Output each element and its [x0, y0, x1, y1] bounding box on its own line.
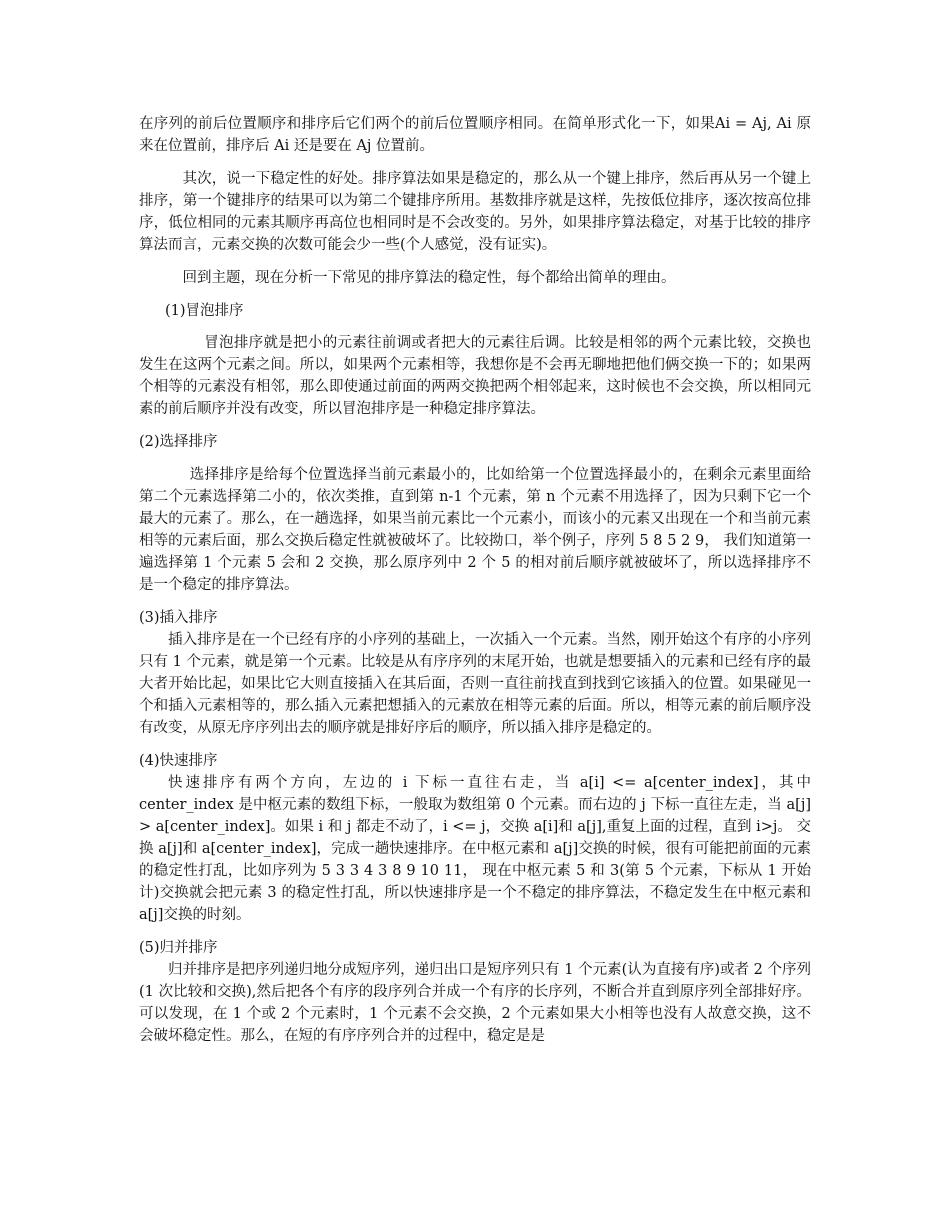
section-heading-quick-sort: (4)快速排序 [139, 753, 218, 769]
section-body-merge-sort: 归并排序是把序列递归地分成短序列，递归出口是短序列只有 1 个元素(认为直接有序)或者 2 个序列(1 次比较和交换),然后把各个有序的段序列合并成一个有序的长序列，不断合并直到原序列全部排好序。可以发现，在 1 个或 2 个元素时，1 个元素不会交换，2 个元素如果大小相等也没有人故意交换，这不会破坏稳定性。那么，在短的有序序列合并的过程中，稳定是是 [139, 962, 811, 1044]
document-page [139, 113, 811, 1047]
section-body-selection-sort: 选择排序是给每个位置选择当前元素最小的，比如给第一个位置选择最小的，在剩余元素里面给第二个元素选择第二小的，依次类推，直到第 n-1 个元素，第 n 个元素不用选择了，因为只剩下它一个最大的元素了。那么，在一趟选择，如果当前元素比一个元素小，而该小的元素又出现在一个和当前元素相等的元素后面，那么交换后稳定性就被破坏了。比较拗口，举个例子，序列 5 8 5 2 9， 我们知道第一遍选择第 1 个元素 5 会和 2 交换，那么原序列中 2 个 5 的相对前后顺序就被破坏了，所以选择排序不是一个稳定的排序算法。 [139, 467, 811, 593]
section-body-insertion-sort: 插入排序是在一个已经有序的小序列的基础上，一次插入一个元素。当然，刚开始这个有序的小序列只有 1 个元素，就是第一个元素。比较是从有序序列的末尾开始，也就是想要插入的元素和已经有序的最大者开始比起，如果比它大则直接插入在其后面，否则一直往前找直到找到它该插入的位置。如果碰见一个和插入元素相等的，那么插入元素把想插入的元素放在相等元素的后面。所以，相等元素的前后顺序没有改变，从原无序序列出去的顺序就是排好序后的顺序，所以插入排序是稳定的。 [139, 632, 811, 736]
section-heading-insertion-sort: (3)插入排序 [139, 610, 218, 626]
back-to-topic-paragraph: 回到主题，现在分析一下常见的排序算法的稳定性，每个都给出简单的理由。 [182, 270, 676, 286]
section-body-quick-sort: 快速排序有两个方向，左边的 i 下标一直往右走，当 a[i] <= a[center_index]，其中 center_index 是中枢元素的数组下标，一般取为数组第 0 个元素。而右边的 j 下标一直往左走，当 a[j] > a[center_index]。如果 i 和 j 都走不动了，i <= j，交换 a[i]和 a[j],重复上面的过程，直到 i>j。 交换 a[j]和 a[center_index]，完成一趟快速排序。在中枢元素和 a[j]交换的时候，很有可能把前面的元素的稳定性打乱，比如序列为 5 3 3 4 3 8 9 10 11， 现在中枢元素 5 和 3(第 5 个元素，下标从 1 开始计)交换就会把元素 3 的稳定性打乱，所以快速排序是一个不稳定的排序算法，不稳定发生在中枢元素和 a[j]交换的时刻。 [139, 775, 811, 923]
section-body-bubble-sort: 冒泡排序就是把小的元素往前调或者把大的元素往后调。比较是相邻的两个元素比较，交换也发生在这两个元素之间。所以，如果两个元素相等，我想你是不会再无聊地把他们俩交换一下的；如果两个相等的元素没有相邻，那么即使通过前面的两两交换把两个相邻起来，这时候也不会交换，所以相同元素的前后顺序并没有改变，所以冒泡排序是一种稳定排序算法。 [139, 335, 811, 417]
section-heading-bubble-sort: (1)冒泡排序 [165, 303, 244, 319]
section-heading-selection-sort: (2)选择排序 [139, 434, 218, 450]
intro-continued-paragraph: 在序列的前后位置顺序和排序后它们两个的前后位置顺序相同。在简单形式化一下，如果Ai = Aj, Ai 原来在位置前，排序后 Ai 还是要在 Aj 位置前。 [139, 116, 811, 154]
section-heading-merge-sort: (5)归并排序 [139, 940, 218, 956]
stability-benefit-paragraph: 其次，说一下稳定性的好处。排序算法如果是稳定的，那么从一个键上排序，然后再从另一个键上排序，第一个键排序的结果可以为第二个键排序所用。基数排序就是这样，先按低位排序，逐次按高位排序，低位相同的元素其顺序再高位也相同时是不会改变的。另外，如果排序算法稳定，对基于比较的排序算法而言，元素交换的次数可能会少一些(个人感觉，没有证实)。 [139, 171, 811, 253]
